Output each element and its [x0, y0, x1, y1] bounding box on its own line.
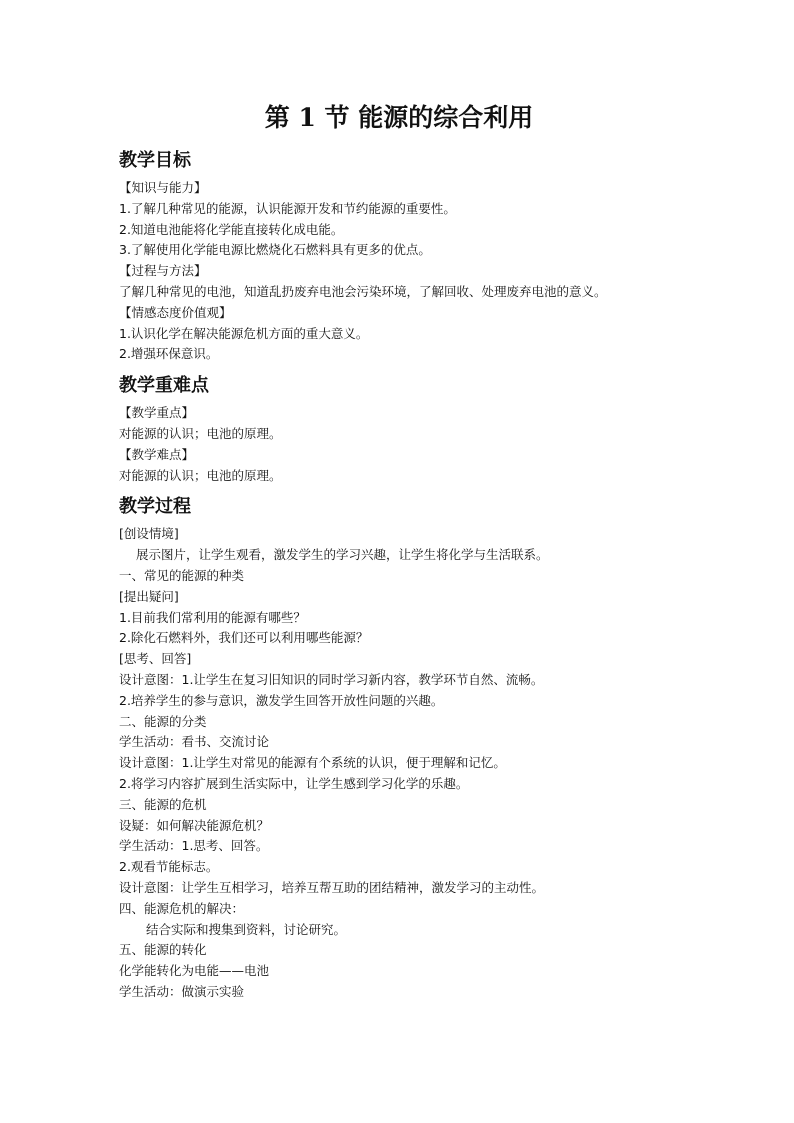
- bracket-label: [思考、回答]: [119, 651, 192, 667]
- paragraph: 设计意图：1.让学生对常见的能源有个系统的认识，便于理解和记忆。: [119, 755, 506, 771]
- paragraph: 了解几种常见的电池，知道乱扔废弃电池会污染环境，了解回收、处理废弃电池的意义。: [119, 283, 607, 299]
- subheading-difficulty: 【教学难点】: [119, 446, 195, 462]
- paragraph: 2.增强环保意识。: [119, 346, 219, 362]
- process-body: [119, 524, 679, 1002]
- paragraph: 设疑：如何解决能源危机？: [119, 817, 270, 833]
- bracket-label: [提出疑问]: [119, 588, 179, 604]
- paragraph: 对能源的认识；电池的原理。: [119, 425, 282, 441]
- paragraph: 化学能转化为电能——电池: [119, 963, 270, 979]
- section-heading-objectives: 教学目标: [119, 150, 191, 171]
- numbered-heading: 五、能源的转化: [119, 942, 207, 958]
- subheading-process-method: 【过程与方法】: [119, 263, 207, 279]
- section-heading-keypoints: 教学重难点: [119, 375, 209, 397]
- paragraph: 对能源的认识；电池的原理。: [119, 467, 282, 483]
- numbered-heading: 三、能源的危机: [119, 796, 207, 812]
- numbered-heading: 二、能源的分类: [119, 713, 207, 729]
- paragraph: 学生活动：做演示实验: [119, 983, 245, 999]
- paragraph: 展示图片，让学生观看，激发学生的学习兴趣，让学生将化学与生活联系。: [136, 547, 549, 563]
- paragraph: 学生活动：1.思考、回答。: [119, 838, 269, 854]
- numbered-heading: 一、常见的能源的种类: [119, 567, 245, 583]
- paragraph: 2.除化石燃料外，我们还可以利用哪些能源？: [119, 630, 369, 646]
- paragraph: 1.目前我们常利用的能源有哪些？: [119, 609, 306, 625]
- paragraph: 2.观看节能标志。: [119, 859, 219, 875]
- subheading-attitude: 【情感态度价值观】: [119, 304, 232, 320]
- document-content: [119, 96, 679, 1003]
- paragraph: 2.培养学生的参与意识，激发学生回答开放性问题的兴趣。: [119, 692, 444, 708]
- paragraph: 学生活动：看书、交流讨论: [119, 734, 270, 750]
- paragraph: 设计意图：让学生互相学习，培养互帮互助的团结精神，激发学习的主动性。: [119, 879, 545, 895]
- subheading-knowledge: 【知识与能力】: [119, 180, 207, 195]
- paragraph: 2.知道电池能将化学能直接转化成电能。: [119, 221, 344, 237]
- paragraph: 1.认识化学在解决能源危机方面的重大意义。: [119, 325, 369, 341]
- subheading-key: 【教学重点】: [119, 405, 195, 421]
- paragraph: 3.了解使用化学能电源比燃烧化石燃料具有更多的优点。: [119, 242, 431, 258]
- keypoints-body: [119, 403, 679, 486]
- numbered-heading: 四、能源危机的解决：: [119, 900, 245, 916]
- paragraph: 2.将学习内容扩展到生活实际中，让学生感到学习化学的乐趣。: [119, 775, 469, 791]
- bracket-label: [创设情境]: [119, 526, 179, 542]
- objectives-body: [119, 178, 679, 365]
- paragraph: 设计意图：1.让学生在复习旧知识的同时学习新内容，教学环节自然、流畅。: [119, 671, 544, 687]
- page-title: 第 1 节 能源的综合利用: [264, 103, 534, 132]
- section-heading-process: 教学过程: [119, 496, 191, 518]
- paragraph: 1.了解几种常见的能源，认识能源开发和节约能源的重要性。: [119, 200, 456, 216]
- paragraph: 结合实际和搜集到资料，讨论研究。: [146, 921, 347, 937]
